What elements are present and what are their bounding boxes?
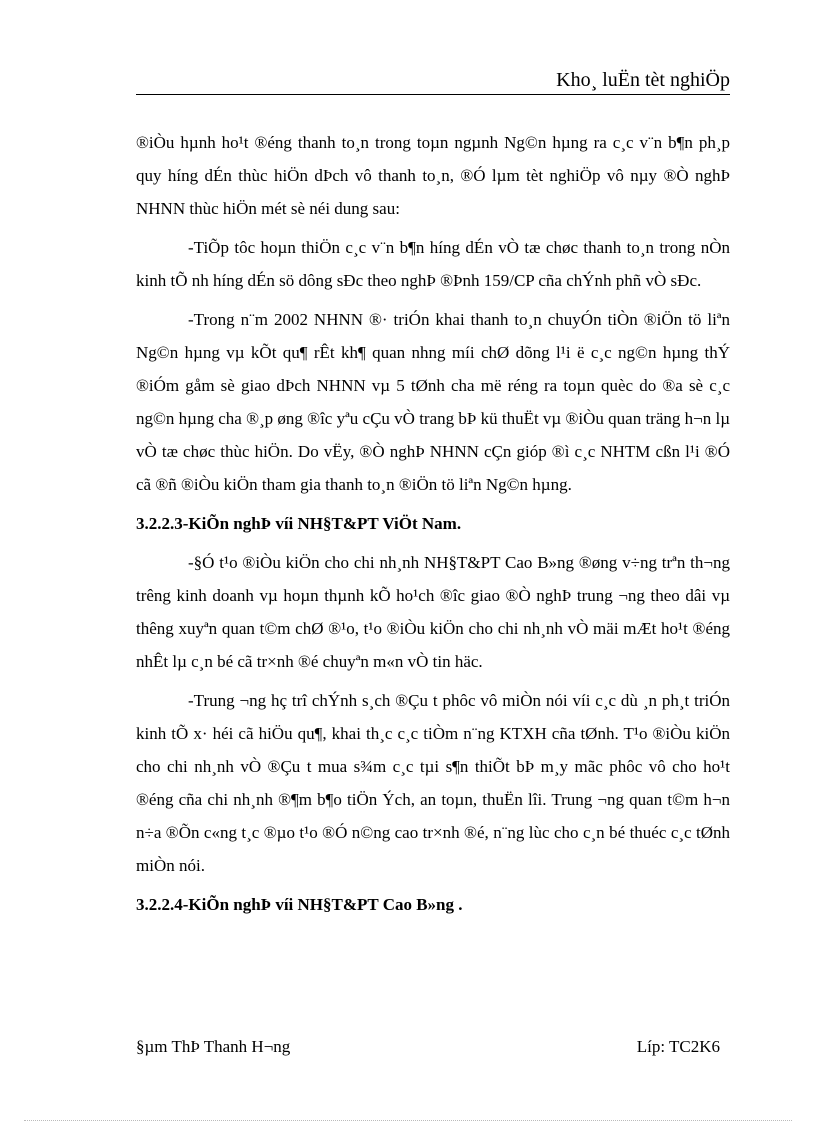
paragraph-intro: ®iÒu hµnh ho¹t ®éng thanh to¸n trong toµn ngµnh Ng©n hµng ra c¸c v¨n b¶n ph¸p quy híng dÉn thùc hiÖn dÞch vô thanh to¸n, ®Ó lµm tèt nghiÖp vô nµy ®Ò nghÞ NHNN thùc hiÖn mét sè néi dung sau: (136, 133, 730, 218)
section-heading-3-2-2-4: 3.2.2.4-KiÕn nghÞ víi NH§T&PT Cao B»ng . (136, 895, 463, 914)
paragraph-recommendation-3: -§Ó t¹o ®iÒu kiÖn cho chi nh¸nh NH§T&PT Cao B»ng ®øng v÷ng trªn th¬ng trêng kinh doanh vµ hoµn thµnh kÕ ho¹ch ®îc giao ®Ò nghÞ trung ¬ng theo dâi vµ thêng xuyªn quan t©m chØ ®¹o, t¹o ®iÒu kiÖn cho chi nh¸nh vÒ mäi mÆt ho¹t ®éng nhÊt lµ c¸n bé cã tr×nh ®é chuyªn m«n vÒ tin häc. (136, 553, 730, 671)
paragraph-recommendation-4: -Trung ¬ng hç trî chÝnh s¸ch ®Çu t phôc vô miÒn nói víi c¸c dù ¸n ph¸t triÓn kinh tÕ x· héi cã hiÖu qu¶, khai th¸c c¸c tiÒm n¨ng KTXH cña tØnh. T¹o ®iÒu kiÖn cho chi nh¸nh vÒ ®Çu t mua s¾m c¸c tµi s¶n thiÕt bÞ m¸y mãc phôc vô cho ho¹t ®éng cña chi nh¸nh ®¶m b¶o tiÖn Ých, an toµn, thuËn lîi. Trung ¬ng quan t©m h¬n n÷a ®Õn c«ng t¸c ®µo t¹o ®Ó n©ng cao tr×nh ®é, n¨ng lùc cho c¸n bé thuéc c¸c tØnh miÒn nói. (136, 691, 730, 875)
header-rule (136, 94, 730, 95)
paragraph-recommendation-2: -Trong n¨m 2002 NHNN ®· triÓn khai thanh to¸n chuyÓn tiÒn ®iÖn tö liªn Ng©n hµng vµ kÕt qu¶ rÊt kh¶ quan nhng míi chØ dõng l¹i ë c¸c ng©n hµng thÝ ®iÓm gåm sè giao dÞch NHNN vµ 5 tØnh cha më réng ra toµn quèc do ®a sè c¸c ng©n hµng cha ®¸p øng ®îc yªu cÇu vÒ trang bÞ kü thuËt vµ ®iÒu quan träng h¬n lµ vÒ tæ chøc thùc hiÖn. Do vËy, ®Ò nghÞ NHNN cÇn gióp ®ì c¸c NHTM cßn l¹i ®Ó cã ®ñ ®iÒu kiÖn tham gia thanh to¸n ®iÖn tö liªn Ng©n hµng. (136, 310, 730, 494)
page-edge-divider (24, 1120, 792, 1121)
footer-author: §µm ThÞ Thanh H¬ng (136, 1037, 291, 1056)
section-heading-3-2-2-3: 3.2.2.3-KiÕn nghÞ víi NH§T&PT ViÖt Nam. (136, 514, 462, 533)
header-title: Kho¸ luËn tèt nghiÖp (556, 69, 730, 91)
paragraph-recommendation-1: -TiÕp tôc hoµn thiÖn c¸c v¨n b¶n híng dÉn vÒ tæ chøc thanh to¸n trong nÒn kinh tÕ nh híng dÉn sö dông sÐc theo nghÞ ®Þnh 159/CP cña chÝnh phñ vÒ sÐc. (136, 238, 730, 290)
footer-class: Líp: TC2K6 (636, 1037, 720, 1056)
document-body (136, 126, 730, 927)
